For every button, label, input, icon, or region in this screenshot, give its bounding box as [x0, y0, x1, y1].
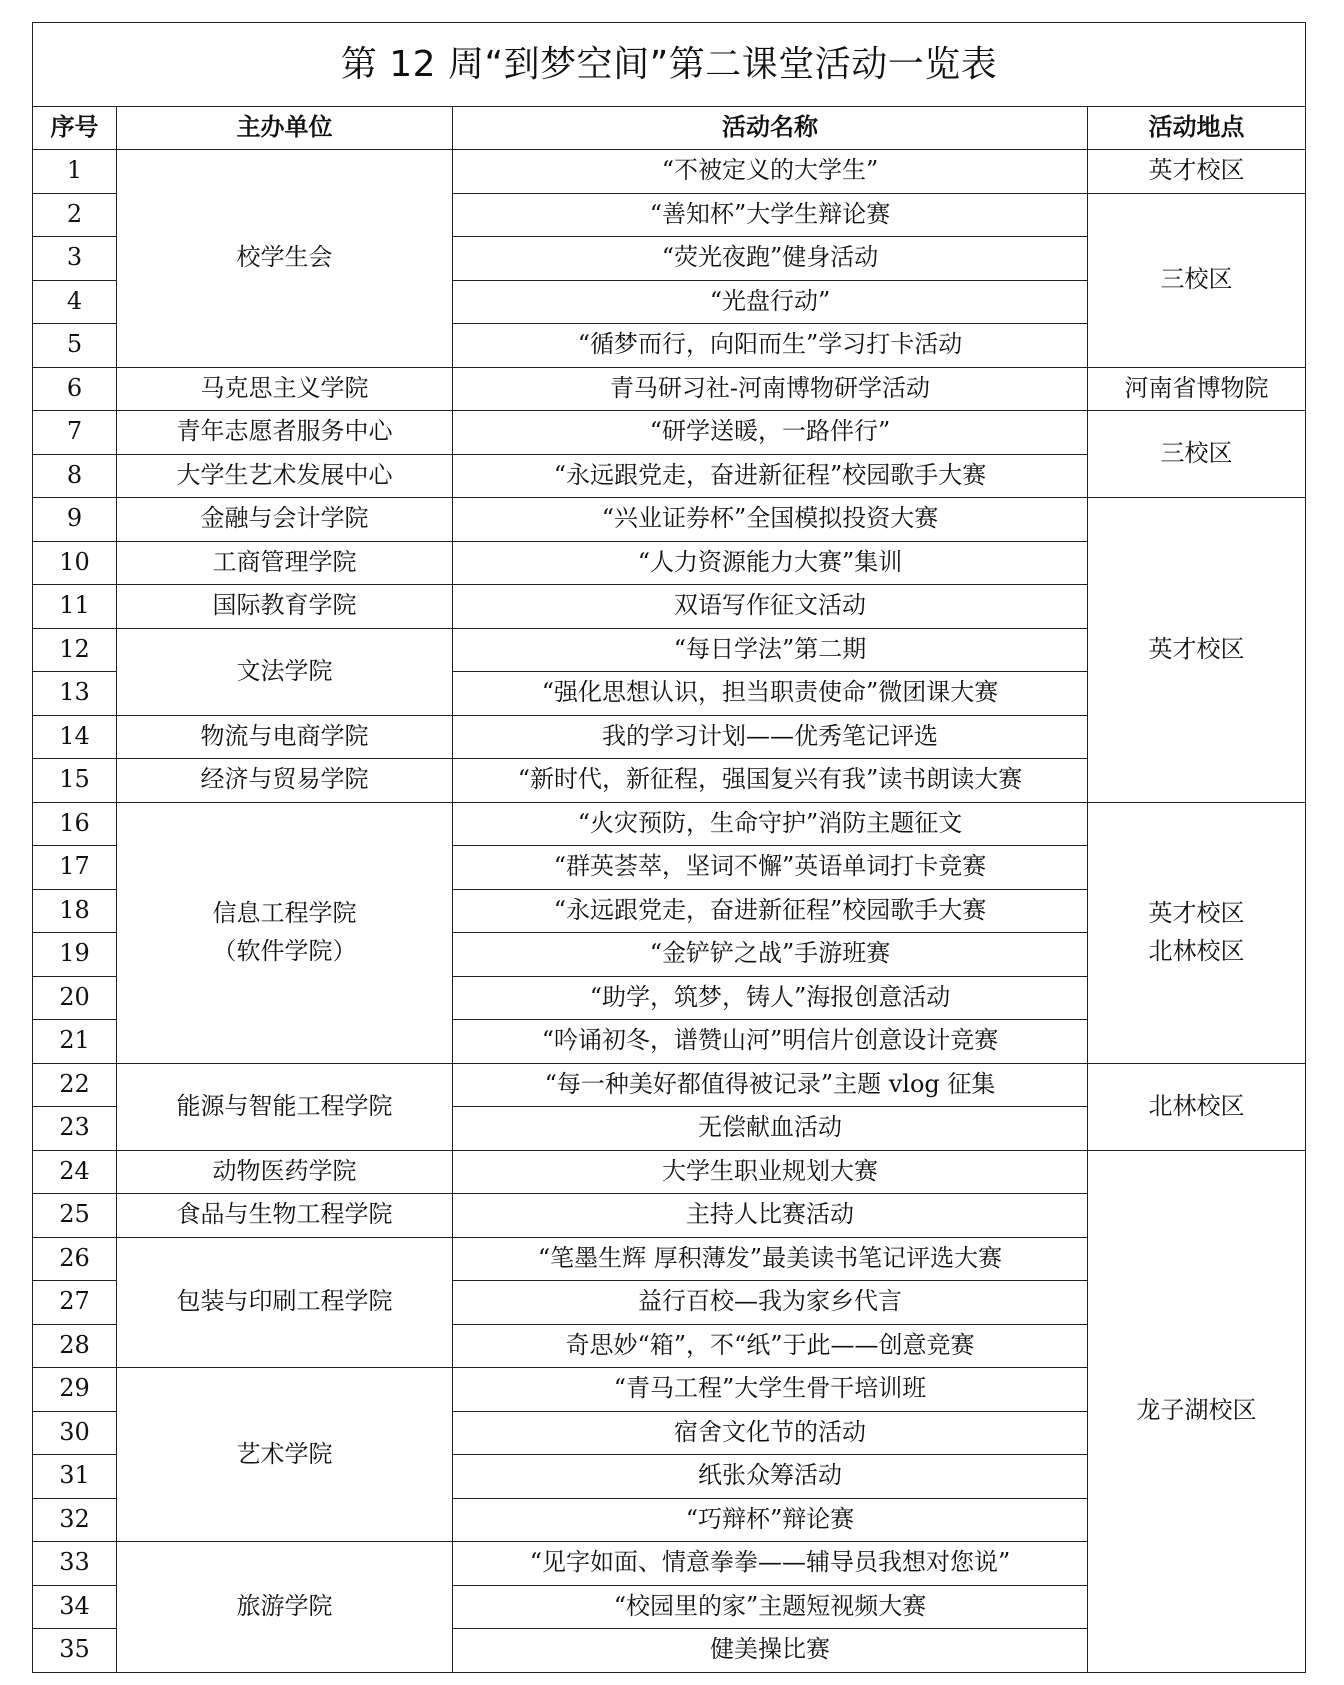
row-number: 16 — [33, 802, 117, 846]
row-number: 32 — [33, 1498, 117, 1542]
row-number: 13 — [33, 672, 117, 716]
row-number: 35 — [33, 1629, 117, 1673]
row-number: 3 — [33, 237, 117, 281]
location-name: 英才校区 — [1148, 899, 1245, 928]
activity-name: 青马研习社-河南博物研学活动 — [453, 367, 1088, 411]
organizer-cell: 能源与智能工程学院 — [117, 1063, 453, 1150]
table-title: 第 12 周“到梦空间”第二课堂活动一览表 — [33, 23, 1306, 107]
table-row — [33, 1150, 1306, 1194]
activity-name: 奇思妙“箱”，不“纸”于此——创意竞赛 — [453, 1324, 1088, 1368]
organizer-cell: 经济与贸易学院 — [117, 759, 453, 803]
activity-name: “见字如面、情意拳拳——辅导员我想对您说” — [453, 1542, 1088, 1586]
location-cell: 三校区 — [1088, 411, 1306, 498]
row-number: 30 — [33, 1411, 117, 1455]
row-number: 29 — [33, 1368, 117, 1412]
row-number: 7 — [33, 411, 117, 455]
activity-name: “永远跟党走，奋进新征程”校园歌手大赛 — [453, 454, 1088, 498]
organizer-cell: 动物医药学院 — [117, 1150, 453, 1194]
activity-name: “校园里的家”主题短视频大赛 — [453, 1585, 1088, 1629]
activity-name: 宿舍文化节的活动 — [453, 1411, 1088, 1455]
organizer-cell: 文法学院 — [117, 628, 453, 715]
table-row — [33, 150, 1306, 194]
row-number: 17 — [33, 846, 117, 890]
row-number: 23 — [33, 1107, 117, 1151]
location-cell: 三校区 — [1088, 193, 1306, 367]
organizer-cell: 艺术学院 — [117, 1368, 453, 1542]
organizer-cell: 国际教育学院 — [117, 585, 453, 629]
activity-name: “巧辩杯”辩论赛 — [453, 1498, 1088, 1542]
activity-name: “每日学法”第二期 — [453, 628, 1088, 672]
activity-name: “新时代，新征程，强国复兴有我”读书朗读大赛 — [453, 759, 1088, 803]
location-name-second: 北林校区 — [1148, 936, 1245, 965]
row-number: 12 — [33, 628, 117, 672]
activity-name: “吟诵初冬，谱赞山河”明信片创意设计竞赛 — [453, 1020, 1088, 1064]
row-number: 33 — [33, 1542, 117, 1586]
row-number: 31 — [33, 1455, 117, 1499]
activity-name: “群英荟萃，坚词不懈”英语单词打卡竞赛 — [453, 846, 1088, 890]
organizer-cell: 物流与电商学院 — [117, 715, 453, 759]
row-number: 14 — [33, 715, 117, 759]
activity-name: “研学送暖，一路伴行” — [453, 411, 1088, 455]
activity-name: “兴业证券杯”全国模拟投资大赛 — [453, 498, 1088, 542]
row-number: 26 — [33, 1237, 117, 1281]
organizer-cell: 青年志愿者服务中心 — [117, 411, 453, 455]
organizer-cell — [117, 802, 453, 1063]
row-number: 20 — [33, 976, 117, 1020]
row-number: 22 — [33, 1063, 117, 1107]
activity-name: “人力资源能力大赛”集训 — [453, 541, 1088, 585]
row-number: 4 — [33, 280, 117, 324]
row-number: 10 — [33, 541, 117, 585]
activity-name: 主持人比赛活动 — [453, 1194, 1088, 1238]
organizer-cell: 大学生艺术发展中心 — [117, 454, 453, 498]
header-location: 活动地点 — [1088, 107, 1306, 150]
organizer-cell: 旅游学院 — [117, 1542, 453, 1673]
activity-name: 双语写作征文活动 — [453, 585, 1088, 629]
location-cell: 英才校区 — [1088, 498, 1306, 803]
organizer-cell: 金融与会计学院 — [117, 498, 453, 542]
organizer-cell: 工商管理学院 — [117, 541, 453, 585]
organizer-cell: 包装与印刷工程学院 — [117, 1237, 453, 1368]
header-activity: 活动名称 — [453, 107, 1088, 150]
row-number: 27 — [33, 1281, 117, 1325]
activity-name: “不被定义的大学生” — [453, 150, 1088, 194]
row-number: 25 — [33, 1194, 117, 1238]
activity-name: 健美操比赛 — [453, 1629, 1088, 1673]
activity-name: “金铲铲之战”手游班赛 — [453, 933, 1088, 977]
row-number: 21 — [33, 1020, 117, 1064]
row-number: 11 — [33, 585, 117, 629]
location-cell: 英才校区 — [1088, 150, 1306, 194]
row-number: 28 — [33, 1324, 117, 1368]
activity-name: “火灾预防，生命守护”消防主题征文 — [453, 802, 1088, 846]
activity-name: “青马工程”大学生骨干培训班 — [453, 1368, 1088, 1412]
row-number: 15 — [33, 759, 117, 803]
row-number: 24 — [33, 1150, 117, 1194]
row-number: 8 — [33, 454, 117, 498]
organizer-subname: （软件学院） — [212, 936, 357, 965]
activity-name: “循梦而行，向阳而生”学习打卡活动 — [453, 324, 1088, 368]
activity-name: “光盘行动” — [453, 280, 1088, 324]
header-no: 序号 — [33, 107, 117, 150]
activity-name: “永远跟党走，奋进新征程”校园歌手大赛 — [453, 889, 1088, 933]
table-row — [33, 1063, 1306, 1107]
location-cell: 河南省博物院 — [1088, 367, 1306, 411]
location-cell: 龙子湖校区 — [1088, 1150, 1306, 1672]
location-cell: 北林校区 — [1088, 1063, 1306, 1150]
row-number: 5 — [33, 324, 117, 368]
row-number: 2 — [33, 193, 117, 237]
activity-table — [32, 22, 1306, 1673]
row-number: 18 — [33, 889, 117, 933]
row-number: 34 — [33, 1585, 117, 1629]
activity-name: 纸张众筹活动 — [453, 1455, 1088, 1499]
row-number: 6 — [33, 367, 117, 411]
organizer-cell: 马克思主义学院 — [117, 367, 453, 411]
activity-name: “笔墨生辉 厚积薄发”最美读书笔记评选大赛 — [453, 1237, 1088, 1281]
activity-name: 益行百校—我为家乡代言 — [453, 1281, 1088, 1325]
activity-name: “荧光夜跑”健身活动 — [453, 237, 1088, 281]
activity-name: “每一种美好都值得被记录”主题 vlog 征集 — [453, 1063, 1088, 1107]
table-row — [33, 802, 1306, 846]
table-row — [33, 411, 1306, 455]
activity-name: “助学，筑梦，铸人”海报创意活动 — [453, 976, 1088, 1020]
activity-name: “强化思想认识，担当职责使命”微团课大赛 — [453, 672, 1088, 716]
activity-name: 无偿献血活动 — [453, 1107, 1088, 1151]
table-row — [33, 498, 1306, 542]
activity-name: “善知杯”大学生辩论赛 — [453, 193, 1088, 237]
organizer-cell: 食品与生物工程学院 — [117, 1194, 453, 1238]
organizer-name: 信息工程学院 — [212, 899, 357, 928]
row-number: 19 — [33, 933, 117, 977]
organizer-cell: 校学生会 — [117, 150, 453, 368]
location-cell — [1088, 802, 1306, 1063]
header-organizer: 主办单位 — [117, 107, 453, 150]
activity-name: 大学生职业规划大赛 — [453, 1150, 1088, 1194]
row-number: 1 — [33, 150, 117, 194]
row-number: 9 — [33, 498, 117, 542]
activity-name: 我的学习计划——优秀笔记评选 — [453, 715, 1088, 759]
table-row — [33, 367, 1306, 411]
activity-sheet — [32, 22, 1305, 1673]
